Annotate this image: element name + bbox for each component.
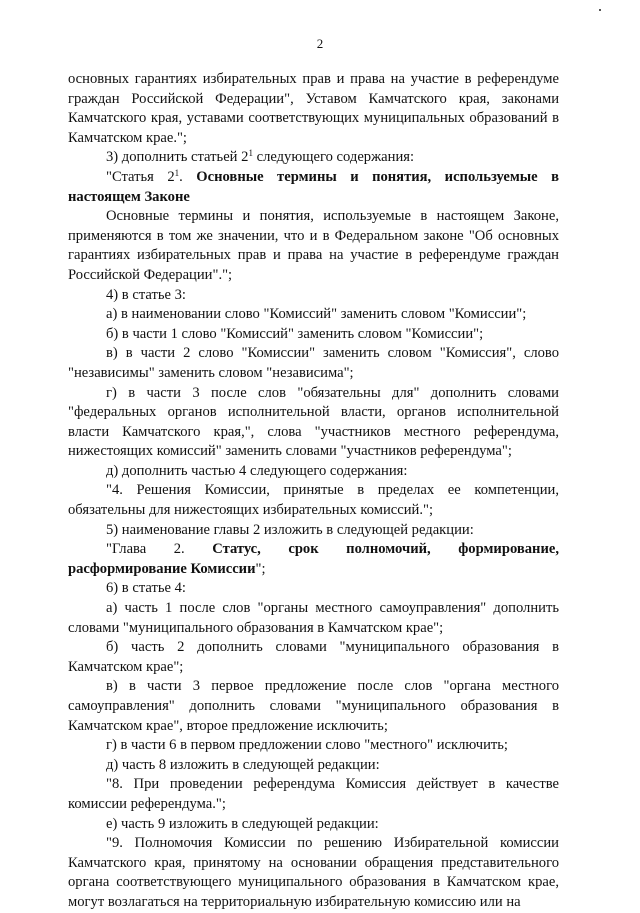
paragraph: Основные термины и понятия, используемые в настоящем Законе, применяются в том же значении, что и в Федеральном законе "Об основных гарантиях избирательных прав и права на участие в референдуме граждан Российской Федерации"."; bbox=[68, 208, 559, 283]
paragraph: 3) дополнить статьей $2^1$ следующего содержания: bbox=[106, 148, 415, 166]
paragraph: 6) в статье 4: bbox=[106, 580, 186, 597]
paragraph: а) в наименовании слово "Комиссий" заменить словом "Комиссии"; bbox=[106, 306, 527, 323]
paragraph: основных гарантиях избирательных прав и права на участие в референдуме граждан Российской Федерации", Уставом Камчатского края, законами Камчатского края, уставами соответствующих муниципальных образований в Камчатском крае."; bbox=[68, 71, 559, 146]
paragraph: д) дополнить частью 4 следующего содержания: bbox=[106, 462, 408, 479]
article-heading: "Статья $2^1$. Основные термины и понятия, используемые в настоящем Законе bbox=[68, 167, 559, 205]
paragraph: б) в части 1 слово "Комиссий" заменить словом "Комиссии"; bbox=[106, 325, 484, 342]
document-body bbox=[68, 70, 559, 913]
chapter-heading: "Глава 2. Статус, срок полномочий, формирование, расформирование Комиссии"; bbox=[68, 541, 560, 577]
paragraph: в) в части 2 слово "Комиссии" заменить словом "Комиссия", слово "независимы" заменить словом "независима"; bbox=[68, 345, 559, 381]
paragraph: "9. Полномочия Комиссии по решению Избирательной комиссии Камчатского края, принятому на основании обращения представительного органа соответствующего муниципального образования в Камчатском крае, могут возлагаться на территориальную избирательную комиссию или на bbox=[68, 835, 559, 910]
paragraph: г) в части 6 в первом предложении слово "местного" исключить; bbox=[106, 737, 508, 754]
paragraph: 5) наименование главы 2 изложить в следующей редакции: bbox=[106, 521, 474, 538]
paragraph: а) часть 1 после слов "органы местного самоуправления" дополнить словами "муниципального образования в Камчатском крае"; bbox=[68, 600, 559, 636]
paragraph: г) в части 3 после слов "обязательны для" дополнить словами "федеральных органов исполнительной власти, органов исполнительной власти Камчатского края,", слова "участников местного референдума, нижестоящих комиссий" заменить словами "участников референдума"; bbox=[68, 384, 559, 460]
paragraph: б) часть 2 дополнить словами "муниципального образования в Камчатском крае"; bbox=[68, 639, 559, 675]
paragraph: "8. При проведении референдума Комиссия действует в качестве комиссии референдума."; bbox=[68, 776, 559, 812]
paragraph: "4. Решения Комиссии, принятые в пределах ее компетенции, обязательны для нижестоящих избирательных комиссий."; bbox=[68, 482, 559, 519]
paragraph: е) часть 9 изложить в следующей редакции: bbox=[106, 815, 379, 832]
page-number: 2 bbox=[316, 36, 324, 51]
paragraph: д) часть 8 изложить в следующей редакции: bbox=[106, 756, 380, 773]
paragraph: в) в части 3 первое предложение после слов "органа местного самоуправления" дополнить словами "муниципального образования в Камчатском крае", второе предложение исключить; bbox=[68, 678, 559, 734]
paragraph: 4) в статье 3: bbox=[106, 286, 186, 303]
corner-mark bbox=[599, 9, 601, 11]
